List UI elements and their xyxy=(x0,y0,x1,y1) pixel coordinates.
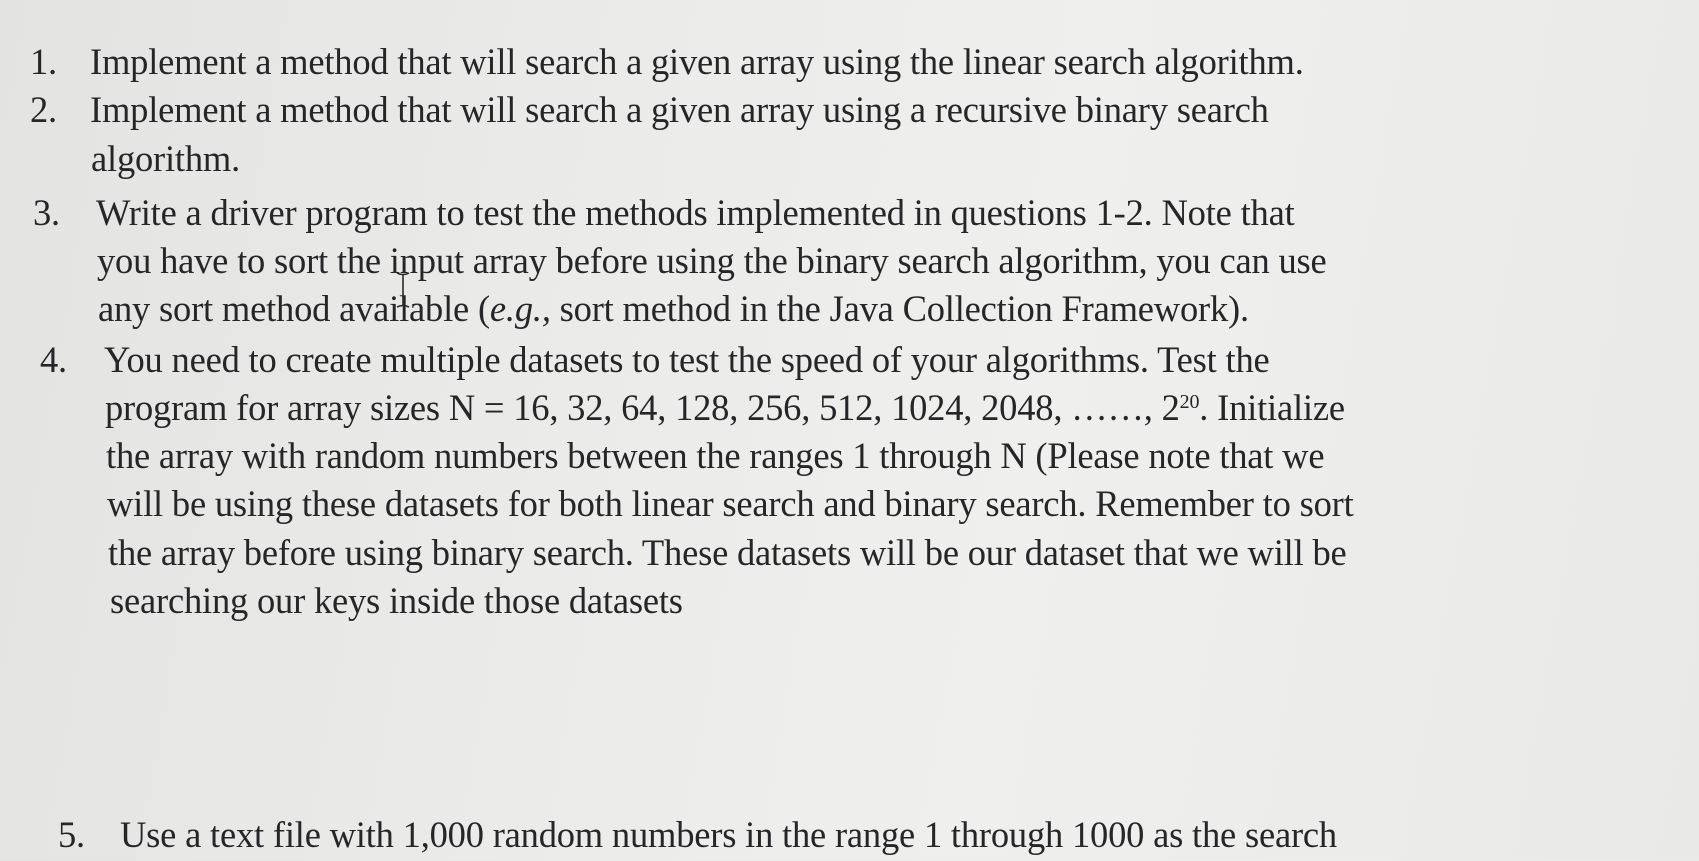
item-text: the array before using binary search. These datasets will be our dataset that we will be xyxy=(108,532,1347,573)
item-number: 4. xyxy=(40,339,67,380)
item-text: you have to sort the input array before using the binary search algorithm, you can use xyxy=(97,240,1327,281)
exponent: 20 xyxy=(1179,391,1200,413)
item-text: Use a text file with 1,000 random numbers in the range 1 through 1000 as the search xyxy=(120,814,1337,855)
item-text: the array with random numbers between the ranges 1 through N (Please note that we xyxy=(106,435,1325,476)
text-cursor-icon xyxy=(395,272,411,308)
list-item-5 xyxy=(58,808,1618,858)
item-text: Write a driver program to test the methods implemented in questions 1-2. Note that xyxy=(96,192,1295,233)
item-text: Implement a method that will search a given array using the linear search algorithm. xyxy=(90,41,1304,82)
item-number: 3. xyxy=(33,192,60,233)
list-item-4 xyxy=(40,333,1660,653)
item-text: Implement a method that will search a given array using a recursive binary search xyxy=(90,89,1269,130)
item-number: 2. xyxy=(30,89,57,130)
item-text-part: any sort method available ( xyxy=(98,288,490,329)
item-text-part: program for array sizes N = 16, 32, 64, 128, 256, 512, 1024, 2048, ……, 2 xyxy=(105,387,1180,428)
item-text-part: . Initialize xyxy=(1199,387,1345,428)
list-item-2 xyxy=(30,83,1630,193)
item-text-part: sort method in the Java Collection Framework). xyxy=(550,288,1249,329)
item-text xyxy=(105,381,1345,434)
list-item-3 xyxy=(33,186,1653,346)
item-text: algorithm. xyxy=(91,138,241,179)
item-text: will be using these datasets for both linear search and binary search. Remember to sort xyxy=(107,483,1354,524)
item-number: 5. xyxy=(58,814,85,855)
item-text: You need to create multiple datasets to test the speed of your algorithms. Test the xyxy=(104,339,1270,380)
item-number: 1. xyxy=(30,41,57,82)
item-text: searching our keys inside those datasets xyxy=(110,580,683,621)
item-text-italic: e.g., xyxy=(489,288,551,329)
item-text xyxy=(98,282,1249,335)
